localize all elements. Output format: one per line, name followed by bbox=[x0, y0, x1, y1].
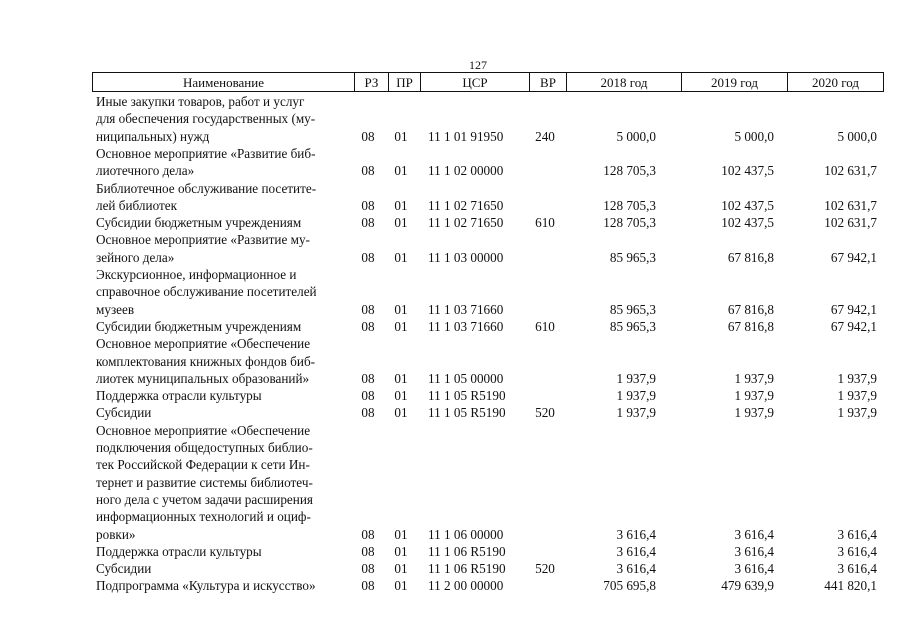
row-2019-value: 3 616,4 bbox=[734, 543, 774, 559]
row-2020-value: 67 942,1 bbox=[830, 249, 877, 265]
row-2020-value: 3 616,4 bbox=[837, 561, 877, 577]
row-csr: 11 1 06 R5190 bbox=[428, 561, 506, 577]
row-csr: 11 1 02 00000 bbox=[428, 163, 504, 179]
row-pr: 01 bbox=[394, 163, 408, 179]
row-2019-value: 3 616,4 bbox=[734, 526, 774, 542]
table-row bbox=[0, 231, 905, 248]
row-2020-value: 102 631,7 bbox=[824, 163, 877, 179]
row-2019-value: 1 937,9 bbox=[734, 370, 774, 386]
row-name: Поддержка отрасли культуры bbox=[96, 388, 262, 404]
row-name: лей библиотек bbox=[96, 197, 178, 213]
row-2019-value: 67 816,8 bbox=[727, 249, 774, 265]
header-2019: 2019 год bbox=[682, 73, 788, 91]
row-2020-value: 1 937,9 bbox=[837, 405, 877, 421]
table-row bbox=[0, 577, 905, 594]
row-rz: 08 bbox=[361, 128, 375, 144]
row-csr: 11 2 00 00000 bbox=[428, 578, 504, 594]
row-2019-value: 1 937,9 bbox=[734, 388, 774, 404]
row-2018-value: 1 937,9 bbox=[616, 388, 656, 404]
row-rz: 08 bbox=[361, 197, 375, 213]
row-name: ного дела с учетом задачи расширения bbox=[96, 491, 313, 507]
row-vr: 520 bbox=[535, 561, 555, 577]
row-rz: 08 bbox=[361, 215, 375, 231]
table-row bbox=[0, 110, 905, 127]
table-row bbox=[0, 474, 905, 491]
row-2019-value: 479 639,9 bbox=[721, 578, 774, 594]
row-2019-value: 67 816,8 bbox=[727, 301, 774, 317]
row-rz: 08 bbox=[361, 163, 375, 179]
row-rz: 08 bbox=[361, 405, 375, 421]
row-2018-value: 85 965,3 bbox=[609, 249, 656, 265]
row-2020-value: 67 942,1 bbox=[830, 301, 877, 317]
row-pr: 01 bbox=[394, 578, 408, 594]
header-csr: ЦСР bbox=[421, 73, 530, 91]
row-name: тек Российской Федерации к сети Ин- bbox=[96, 457, 310, 473]
row-rz: 08 bbox=[361, 561, 375, 577]
row-vr: 610 bbox=[535, 215, 555, 231]
row-pr: 01 bbox=[394, 318, 408, 334]
header-2018: 2018 год bbox=[567, 73, 682, 91]
row-name: Субсидии bbox=[96, 561, 152, 577]
row-2020-value: 1 937,9 bbox=[837, 370, 877, 386]
row-csr: 11 1 03 71660 bbox=[428, 301, 504, 317]
table-row bbox=[0, 491, 905, 508]
row-name: тернет и развитие системы библиотеч- bbox=[96, 474, 313, 490]
row-2019-value: 1 937,9 bbox=[734, 405, 774, 421]
header-name: Наименование bbox=[93, 73, 355, 91]
table-row bbox=[0, 370, 905, 387]
table-row bbox=[0, 404, 905, 421]
row-pr: 01 bbox=[394, 543, 408, 559]
table-row bbox=[0, 318, 905, 335]
table-row bbox=[0, 249, 905, 266]
row-2020-value: 5 000,0 bbox=[837, 128, 877, 144]
row-name: справочное обслуживание посетителей bbox=[96, 284, 317, 300]
row-2020-value: 102 631,7 bbox=[824, 197, 877, 213]
row-2018-value: 128 705,3 bbox=[603, 163, 656, 179]
table-row bbox=[0, 508, 905, 525]
row-name: Экскурсионное, информационное и bbox=[96, 267, 297, 282]
row-name: Иные закупки товаров, работ и услуг bbox=[96, 94, 305, 109]
table-row bbox=[0, 162, 905, 179]
row-2020-value: 3 616,4 bbox=[837, 526, 877, 542]
header-vr: ВР bbox=[530, 73, 567, 91]
row-csr: 11 1 01 91950 bbox=[428, 128, 504, 144]
table-row bbox=[0, 197, 905, 214]
table-row bbox=[0, 335, 905, 352]
table-row bbox=[0, 128, 905, 145]
row-2019-value: 3 616,4 bbox=[734, 561, 774, 577]
table-row bbox=[0, 387, 905, 404]
row-2019-value: 5 000,0 bbox=[734, 128, 774, 144]
header-pr: ПР bbox=[389, 73, 421, 91]
table-row bbox=[0, 439, 905, 456]
row-2019-value: 102 437,5 bbox=[721, 197, 774, 213]
row-name: Субсидии бюджетным учреждениям bbox=[96, 215, 302, 231]
row-rz: 08 bbox=[361, 370, 375, 386]
row-rz: 08 bbox=[361, 388, 375, 404]
table-row bbox=[0, 283, 905, 300]
table-row bbox=[0, 145, 905, 162]
table-row bbox=[0, 180, 905, 197]
table-row bbox=[0, 526, 905, 543]
row-csr: 11 1 06 00000 bbox=[428, 526, 504, 542]
row-csr: 11 1 05 R5190 bbox=[428, 405, 506, 421]
row-rz: 08 bbox=[361, 578, 375, 594]
row-rz: 08 bbox=[361, 301, 375, 317]
row-pr: 01 bbox=[394, 301, 408, 317]
row-2020-value: 67 942,1 bbox=[830, 318, 877, 334]
row-pr: 01 bbox=[394, 561, 408, 577]
page-number: 127 bbox=[469, 58, 487, 72]
row-2018-value: 128 705,3 bbox=[603, 197, 656, 213]
row-name: ниципальных) нужд bbox=[96, 128, 210, 144]
row-name: Библиотечное обслуживание посетите- bbox=[96, 180, 317, 196]
row-pr: 01 bbox=[394, 405, 408, 421]
row-name: комплектования книжных фондов биб- bbox=[96, 353, 316, 369]
row-csr: 11 1 05 R5190 bbox=[428, 388, 506, 404]
row-pr: 01 bbox=[394, 249, 408, 265]
row-2019-value: 67 816,8 bbox=[727, 318, 774, 334]
row-csr: 11 1 02 71650 bbox=[428, 215, 504, 231]
row-name: Субсидии бюджетным учреждениям bbox=[96, 318, 302, 334]
row-name: информационных технологий и оциф- bbox=[96, 509, 311, 525]
row-2018-value: 85 965,3 bbox=[609, 301, 656, 317]
table-row bbox=[0, 93, 905, 110]
table-row bbox=[0, 456, 905, 473]
row-2018-value: 705 695,8 bbox=[603, 578, 656, 594]
row-2018-value: 128 705,3 bbox=[603, 215, 656, 231]
row-2018-value: 3 616,4 bbox=[616, 526, 656, 542]
row-name: Основное мероприятие «Обеспечение bbox=[96, 422, 311, 438]
row-2018-value: 85 965,3 bbox=[609, 318, 656, 334]
row-name: ровки» bbox=[96, 526, 136, 542]
row-2020-value: 1 937,9 bbox=[837, 388, 877, 404]
table-row bbox=[0, 214, 905, 231]
table-row bbox=[0, 422, 905, 439]
row-csr: 11 1 05 00000 bbox=[428, 370, 504, 386]
row-vr: 240 bbox=[535, 128, 555, 144]
row-name: лиотек муниципальных образований» bbox=[96, 370, 310, 386]
row-rz: 08 bbox=[361, 526, 375, 542]
row-name: Основное мероприятие «Развитие биб- bbox=[96, 145, 316, 161]
row-name: подключения общедоступных библио- bbox=[96, 440, 313, 455]
row-name: зейного дела» bbox=[96, 249, 175, 265]
row-pr: 01 bbox=[394, 197, 408, 213]
table-row bbox=[0, 266, 905, 283]
row-pr: 01 bbox=[394, 526, 408, 542]
row-2020-value: 3 616,4 bbox=[837, 543, 877, 559]
row-name: лиотечного дела» bbox=[96, 163, 195, 179]
row-vr: 610 bbox=[535, 318, 555, 334]
row-2019-value: 102 437,5 bbox=[721, 215, 774, 231]
row-csr: 11 1 03 00000 bbox=[428, 249, 504, 265]
row-pr: 01 bbox=[394, 128, 408, 144]
row-name: Основное мероприятие «Развитие му- bbox=[96, 232, 310, 248]
row-rz: 08 bbox=[361, 249, 375, 265]
row-2020-value: 441 820,1 bbox=[824, 578, 877, 594]
row-2019-value: 102 437,5 bbox=[721, 163, 774, 179]
table-header bbox=[92, 72, 884, 92]
row-vr: 520 bbox=[535, 405, 555, 421]
row-2018-value: 3 616,4 bbox=[616, 543, 656, 559]
table-row bbox=[0, 353, 905, 370]
row-name: Поддержка отрасли культуры bbox=[96, 543, 262, 559]
row-name: Подпрограмма «Культура и искусство» bbox=[96, 578, 316, 594]
row-2018-value: 3 616,4 bbox=[616, 561, 656, 577]
table-row bbox=[0, 301, 905, 318]
row-csr: 11 1 03 71660 bbox=[428, 318, 504, 334]
table-row bbox=[0, 560, 905, 577]
row-rz: 08 bbox=[361, 543, 375, 559]
row-pr: 01 bbox=[394, 388, 408, 404]
row-name: Субсидии bbox=[96, 405, 152, 421]
row-2018-value: 1 937,9 bbox=[616, 405, 656, 421]
table-row bbox=[0, 543, 905, 560]
header-rz: РЗ bbox=[355, 73, 389, 91]
row-name: для обеспечения государственных (му- bbox=[96, 111, 316, 127]
row-rz: 08 bbox=[361, 318, 375, 334]
row-2020-value: 102 631,7 bbox=[824, 215, 877, 231]
header-2020: 2020 год bbox=[812, 75, 859, 90]
row-csr: 11 1 06 R5190 bbox=[428, 543, 506, 559]
row-csr: 11 1 02 71650 bbox=[428, 197, 504, 213]
row-pr: 01 bbox=[394, 215, 408, 231]
row-name: музеев bbox=[96, 301, 135, 317]
row-2018-value: 5 000,0 bbox=[616, 128, 656, 144]
row-pr: 01 bbox=[394, 370, 408, 386]
row-name: Основное мероприятие «Обеспечение bbox=[96, 336, 311, 352]
row-2018-value: 1 937,9 bbox=[616, 370, 656, 386]
